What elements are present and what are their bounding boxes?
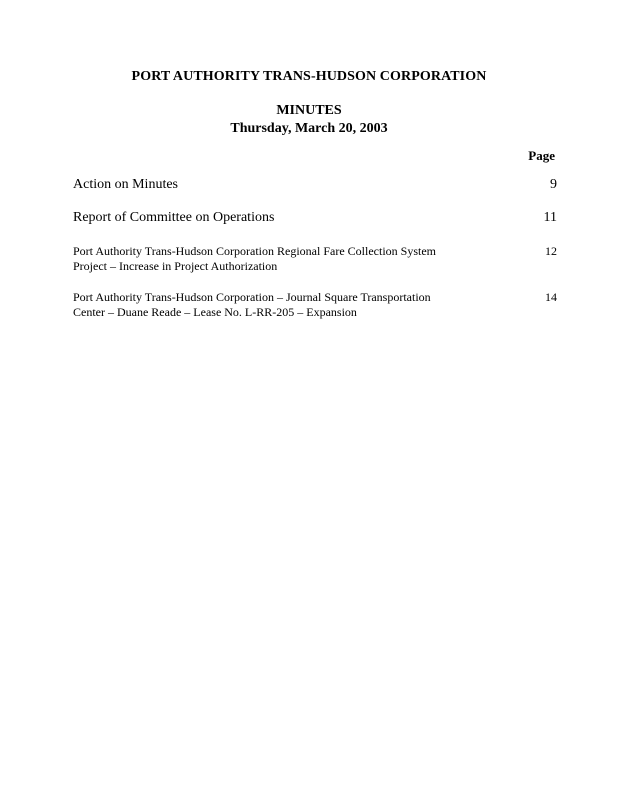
page-column-header: Page: [528, 148, 555, 163]
toc-entry-line: Center – Duane Reade – Lease No. L-RR-205 – Expansion: [73, 305, 357, 319]
toc-entry-line: Project – Increase in Project Authorization: [73, 259, 278, 273]
toc-entry-title: [73, 209, 274, 226]
toc-entry-line: Port Authority Trans-Hudson Corporation – Journal Square Transportation: [73, 290, 431, 304]
toc-entry-title: [73, 290, 431, 320]
toc-entry-page-number: 14: [545, 290, 557, 304]
toc-entry-action-on-minutes: [73, 176, 557, 193]
toc-entry-journal-square-lease: [73, 290, 557, 320]
toc-entry-page-number: 11: [543, 210, 557, 225]
meeting-date: Thursday, March 20, 2003: [230, 121, 388, 136]
toc-entry-line: Port Authority Trans-Hudson Corporation Regional Fare Collection System: [73, 244, 436, 258]
toc-entry-page-number: 12: [545, 244, 557, 258]
table-of-contents: [73, 176, 557, 320]
toc-entry-page-number: 9: [550, 177, 557, 192]
toc-entry-line: Action on Minutes: [73, 177, 178, 192]
document-title: MINUTES: [276, 103, 342, 118]
toc-entry-title: [73, 176, 178, 193]
toc-entry-line: Report of Committee on Operations: [73, 210, 275, 225]
toc-entry-report-committee-operations: [73, 209, 557, 226]
toc-entry-title: [73, 244, 436, 274]
organization-title: PORT AUTHORITY TRANS-HUDSON CORPORATION: [131, 69, 487, 84]
toc-entry-regional-fare-collection: [73, 244, 557, 274]
